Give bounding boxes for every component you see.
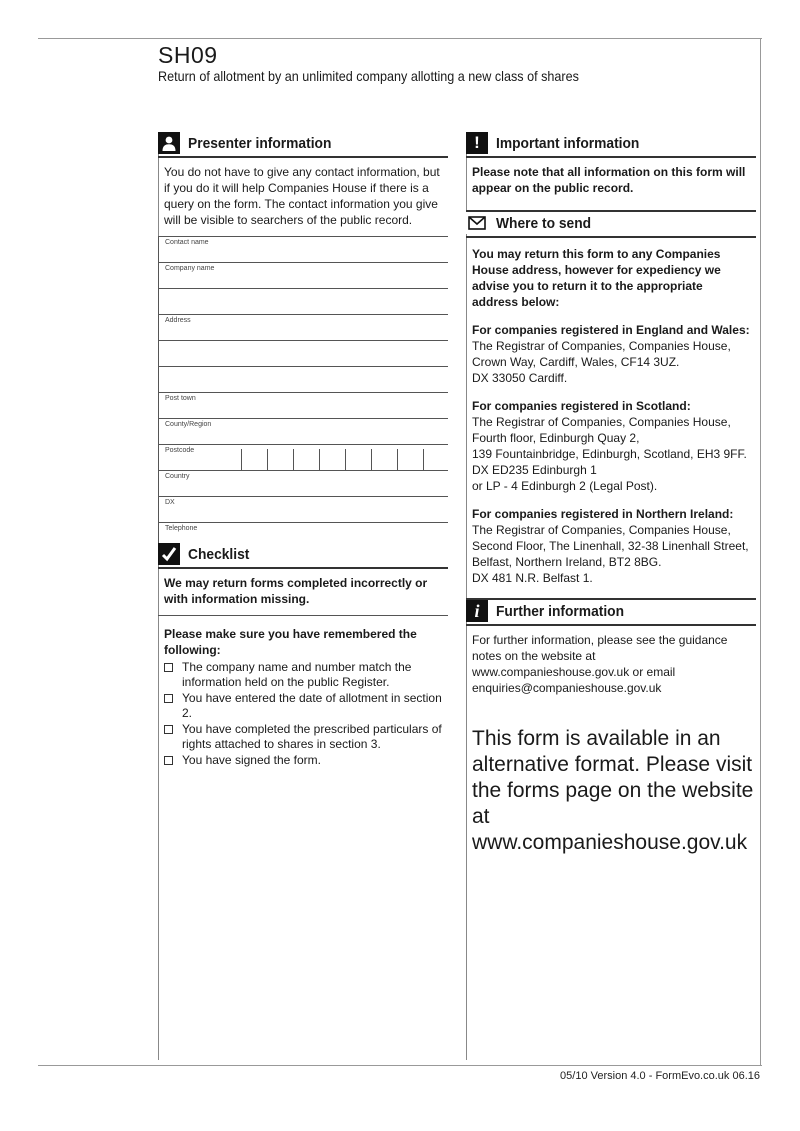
postcode-box[interactable] — [267, 449, 293, 471]
presenter-intro: You do not have to give any contact information, but if you do it will help Companies House if there is a query on the form. The contact information you give will be visible to searchers of the public record. — [158, 158, 448, 237]
right-column — [466, 132, 756, 856]
address-ni — [472, 506, 750, 586]
checkbox[interactable] — [164, 725, 173, 734]
address-line: DX 33050 Cardiff. — [472, 371, 568, 385]
address-line: 139 Fountainbridge, Edinburgh, Scotland, EH3 9FF. — [472, 447, 747, 461]
post-town-field[interactable] — [158, 393, 448, 419]
alternative-format-note: This form is available in an alternative format. Please visit the forms page on the website at www.companieshouse.gov.uk — [472, 727, 754, 854]
address-line: Second Floor, The Linenhall, 32-38 Linenhall Street, — [472, 539, 749, 553]
checklist-item-text: You have signed the form. — [182, 753, 321, 767]
where-to-send-body — [466, 238, 756, 594]
further-header — [466, 598, 756, 626]
checklist-item — [164, 691, 442, 721]
contact-name-field[interactable] — [158, 237, 448, 263]
presenter-title: Presenter information — [188, 135, 332, 152]
address-line: The Registrar of Companies, Companies House, — [472, 523, 731, 537]
address-line: Fourth floor, Edinburgh Quay 2, — [472, 431, 640, 445]
dx-field[interactable] — [158, 497, 448, 523]
postcode-box[interactable] — [319, 449, 345, 471]
address-ni-heading: For companies registered in Northern Ireland: — [472, 507, 734, 521]
footer-version: 05/10 Version 4.0 - FormEvo.co.uk 06.16 — [560, 1070, 760, 1082]
address-line: Crown Way, Cardiff, Wales, CF14 3UZ. — [472, 355, 680, 369]
checklist-body — [158, 616, 448, 777]
envelope-icon — [466, 212, 488, 234]
address-scotland — [472, 398, 750, 494]
company-name-field[interactable] — [158, 263, 448, 289]
address-line: DX ED235 Edinburgh 1 — [472, 463, 597, 477]
checklist-section — [158, 543, 448, 777]
where-to-send-title: Where to send — [496, 215, 592, 232]
county-label: County/Region — [165, 421, 212, 428]
checklist-item — [164, 660, 442, 690]
postcode-box[interactable] — [241, 449, 267, 471]
where-to-send-header — [466, 210, 756, 238]
checklist-title: Checklist — [188, 546, 250, 563]
bottom-rule — [38, 1065, 762, 1066]
county-field[interactable] — [158, 419, 448, 445]
postcode-box[interactable] — [371, 449, 397, 471]
checklist-header — [158, 543, 448, 569]
important-text: Please note that all information on this form will appear on the public record. — [472, 165, 746, 195]
person-icon — [158, 132, 180, 154]
checkbox[interactable] — [164, 756, 173, 765]
postcode-boxes — [241, 449, 449, 471]
checkbox[interactable] — [164, 694, 173, 703]
checklist-warning: We may return forms completed incorrectly or with information missing. — [158, 569, 448, 616]
where-to-send-section — [466, 210, 756, 594]
address-label: Address — [165, 317, 191, 324]
address-england-heading: For companies registered in England and Wales: — [472, 323, 750, 337]
address-field-2[interactable] — [158, 341, 448, 367]
left-column — [158, 132, 448, 777]
checklist-item — [164, 753, 442, 768]
address-scotland-heading: For companies registered in Scotland: — [472, 399, 691, 413]
address-line: The Registrar of Companies, Companies House, — [472, 339, 731, 353]
important-header — [466, 132, 756, 158]
presenter-header — [158, 132, 448, 158]
checkmark-icon — [158, 543, 180, 565]
company-name-field-2[interactable] — [158, 289, 448, 315]
checklist-item-text: You have completed the prescribed particulars of rights attached to shares in section 3. — [182, 722, 442, 751]
dx-label: DX — [165, 499, 175, 506]
checklist-item — [164, 722, 442, 752]
further-section — [466, 598, 756, 856]
where-to-send-intro: You may return this form to any Companies House address, however for expediency we advise you to return it to the appropriate address below: — [472, 247, 721, 309]
checkbox[interactable] — [164, 663, 173, 672]
important-title: Important information — [496, 135, 640, 152]
postcode-box[interactable] — [345, 449, 371, 471]
post-town-label: Post town — [165, 395, 196, 402]
address-line: or LP - 4 Edinburgh 2 (Legal Post). — [472, 479, 658, 493]
address-line: Belfast, Northern Ireland, BT2 8BG. — [472, 555, 662, 569]
address-line: DX 481 N.R. Belfast 1. — [472, 571, 593, 585]
address-field[interactable] — [158, 315, 448, 341]
postcode-box[interactable] — [397, 449, 423, 471]
postcode-field[interactable] — [158, 445, 448, 471]
checklist-item-text: The company name and number match the information held on the public Register. — [182, 660, 412, 689]
address-line: The Registrar of Companies, Companies House, — [472, 415, 731, 429]
further-title: Further information — [496, 603, 625, 620]
top-rule — [38, 38, 762, 39]
address-england — [472, 322, 750, 386]
country-field[interactable] — [158, 471, 448, 497]
postcode-label: Postcode — [165, 447, 195, 454]
presenter-fields — [158, 237, 448, 543]
postcode-box[interactable] — [293, 449, 319, 471]
info-icon: i — [466, 600, 488, 622]
checklist-item-text: You have entered the date of allotment in section 2. — [182, 691, 442, 720]
form-subtitle: Return of allotment by an unlimited company allotting a new class of shares — [158, 68, 579, 84]
form-code: SH09 — [158, 42, 218, 68]
postcode-box[interactable] — [423, 449, 449, 471]
presenter-section — [158, 132, 448, 543]
telephone-field[interactable] — [158, 523, 448, 543]
address-field-3[interactable] — [158, 367, 448, 393]
contact-name-label: Contact name — [165, 239, 209, 246]
checklist-lead: Please make sure you have remembered the following: — [164, 627, 417, 657]
exclamation-icon: ! — [466, 132, 488, 154]
company-name-label: Company name — [165, 265, 215, 272]
telephone-label: Telephone — [165, 525, 198, 532]
right-rule — [760, 38, 761, 1066]
further-text: For further information, please see the guidance notes on the website at www.companieshouse.gov.uk or email enquiries@companieshouse.gov.uk — [472, 633, 728, 695]
country-label: Country — [165, 473, 190, 480]
important-section — [466, 132, 756, 210]
checklist-items — [164, 660, 442, 768]
